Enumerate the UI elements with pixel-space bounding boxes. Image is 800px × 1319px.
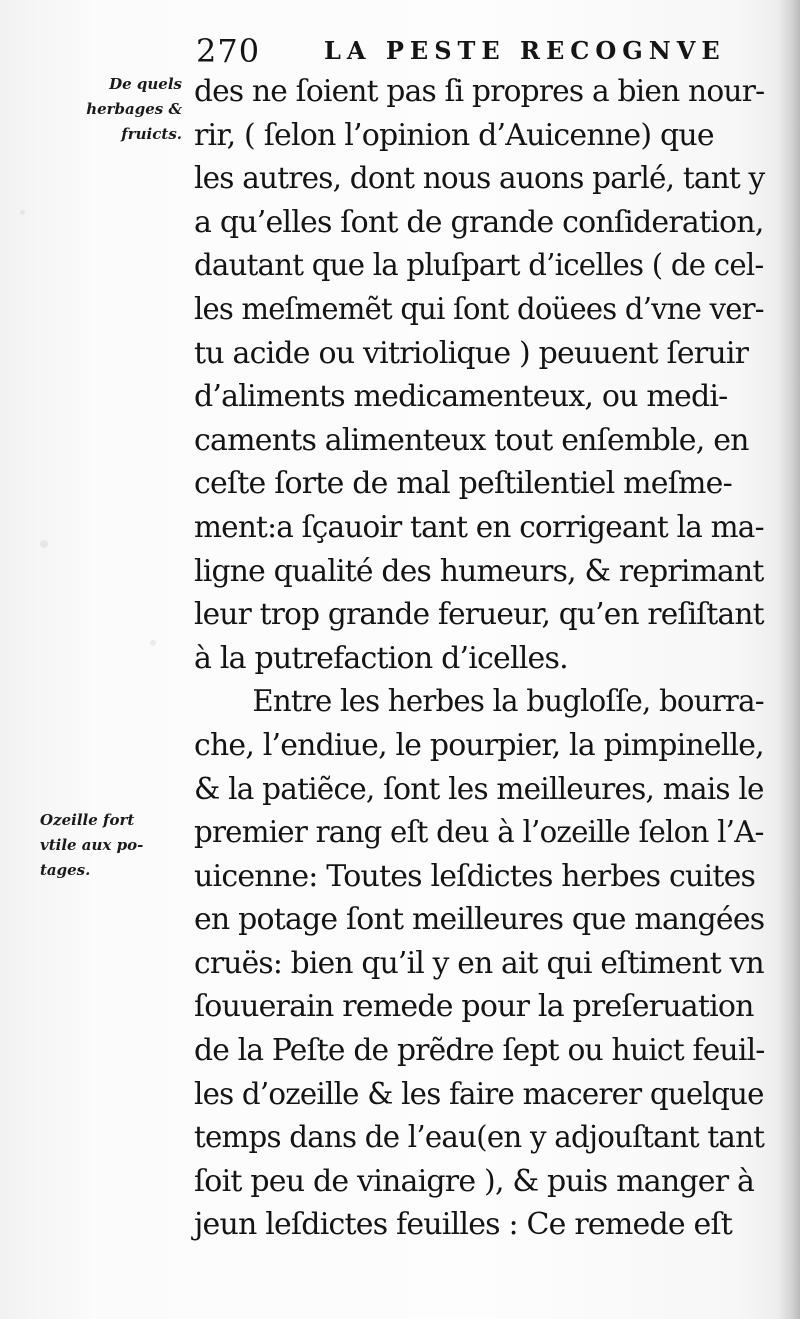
text-line: d’aliments medicamenteux, ou medi- [194, 379, 728, 415]
margin-note-line: De quels [109, 75, 182, 93]
margin-note-ozeille [40, 808, 192, 883]
text-line: leur trop grande ferueur, qu’en reſiſtant [194, 597, 764, 633]
running-title: LA PESTE RECOGNVE [324, 36, 726, 65]
margin-note-line: Ozeille fort [40, 811, 135, 829]
text-line: ceſte ſorte de mal peſtilentiel meſme- [194, 466, 732, 502]
margin-note-line: vtile aux po- [40, 836, 144, 854]
text-line: ſouuerain remede pour la preſeruation [194, 989, 754, 1025]
text-line: a qu’elles ſont de grande conſideration, [194, 204, 764, 240]
margin-note-line: tages. [40, 861, 91, 879]
text-line: les meſmemẽt qui ſont doüees d’vne ver- [194, 291, 764, 327]
text-line: les autres, dont nous auons parlé, tant y [194, 161, 765, 197]
text-line: uicenne: Toutes leſdictes herbes cuites [194, 858, 756, 894]
text-line: à la putrefaction d’icelles. [194, 640, 568, 676]
page-edge-shadow [778, 0, 800, 1319]
text-line: ſoit peu de vinaigre ), & puis manger à [194, 1163, 755, 1199]
text-line: temps dans de l’eau(en y adjouſtant tant [194, 1120, 765, 1156]
text-line: dautant que la pluſpart d’icelles ( de cel- [194, 248, 764, 284]
paper-smudge [20, 210, 25, 215]
paragraph-start-line: Entre les herbes la bugloſſe, bourra- [252, 684, 764, 720]
text-line: ligne qualité des humeurs, & reprimant [194, 553, 764, 589]
text-line: caments alimenteux tout enſemble, en [194, 422, 749, 458]
margin-note-line: fruicts. [121, 125, 182, 143]
text-line: tu acide ou vitriolique ) peuuent ſeruir [194, 335, 749, 371]
text-line: de la Peſte de prẽdre ſept ou huict feuil- [194, 1033, 765, 1069]
text-line: en potage ſont meilleures que mangées [194, 902, 765, 938]
text-line: jeun leſdictes feuilles : Ce remede eſt [194, 1207, 733, 1243]
text-line: premier rang eſt deu à l’ozeille ſelon l’A- [194, 815, 764, 851]
text-line: & la patiẽce, ſont les meilleures, mais le [194, 771, 764, 807]
page-number: 270 [196, 32, 261, 70]
text-line: cruës: bien qu’il y en ait qui eſtiment vn [194, 945, 764, 981]
main-text-block [194, 70, 764, 1247]
paper-smudge [40, 540, 48, 548]
text-line: les d’ozeille & les faire macerer quelque [194, 1076, 764, 1112]
text-line: rir, ( ſelon l’opinion d’Auicenne) que [194, 117, 714, 153]
text-line: ment:a ſçauoir tant en corrigeant la ma- [194, 509, 764, 545]
paper-smudge [150, 640, 156, 646]
margin-note-line: herbages & [86, 100, 182, 118]
margin-note-herbages [40, 72, 182, 147]
text-line: che, l’endiue, le pourpier, la pimpinelle, [194, 727, 764, 763]
text-line: des ne ſoient pas ſi propres a bien nour- [194, 74, 765, 109]
